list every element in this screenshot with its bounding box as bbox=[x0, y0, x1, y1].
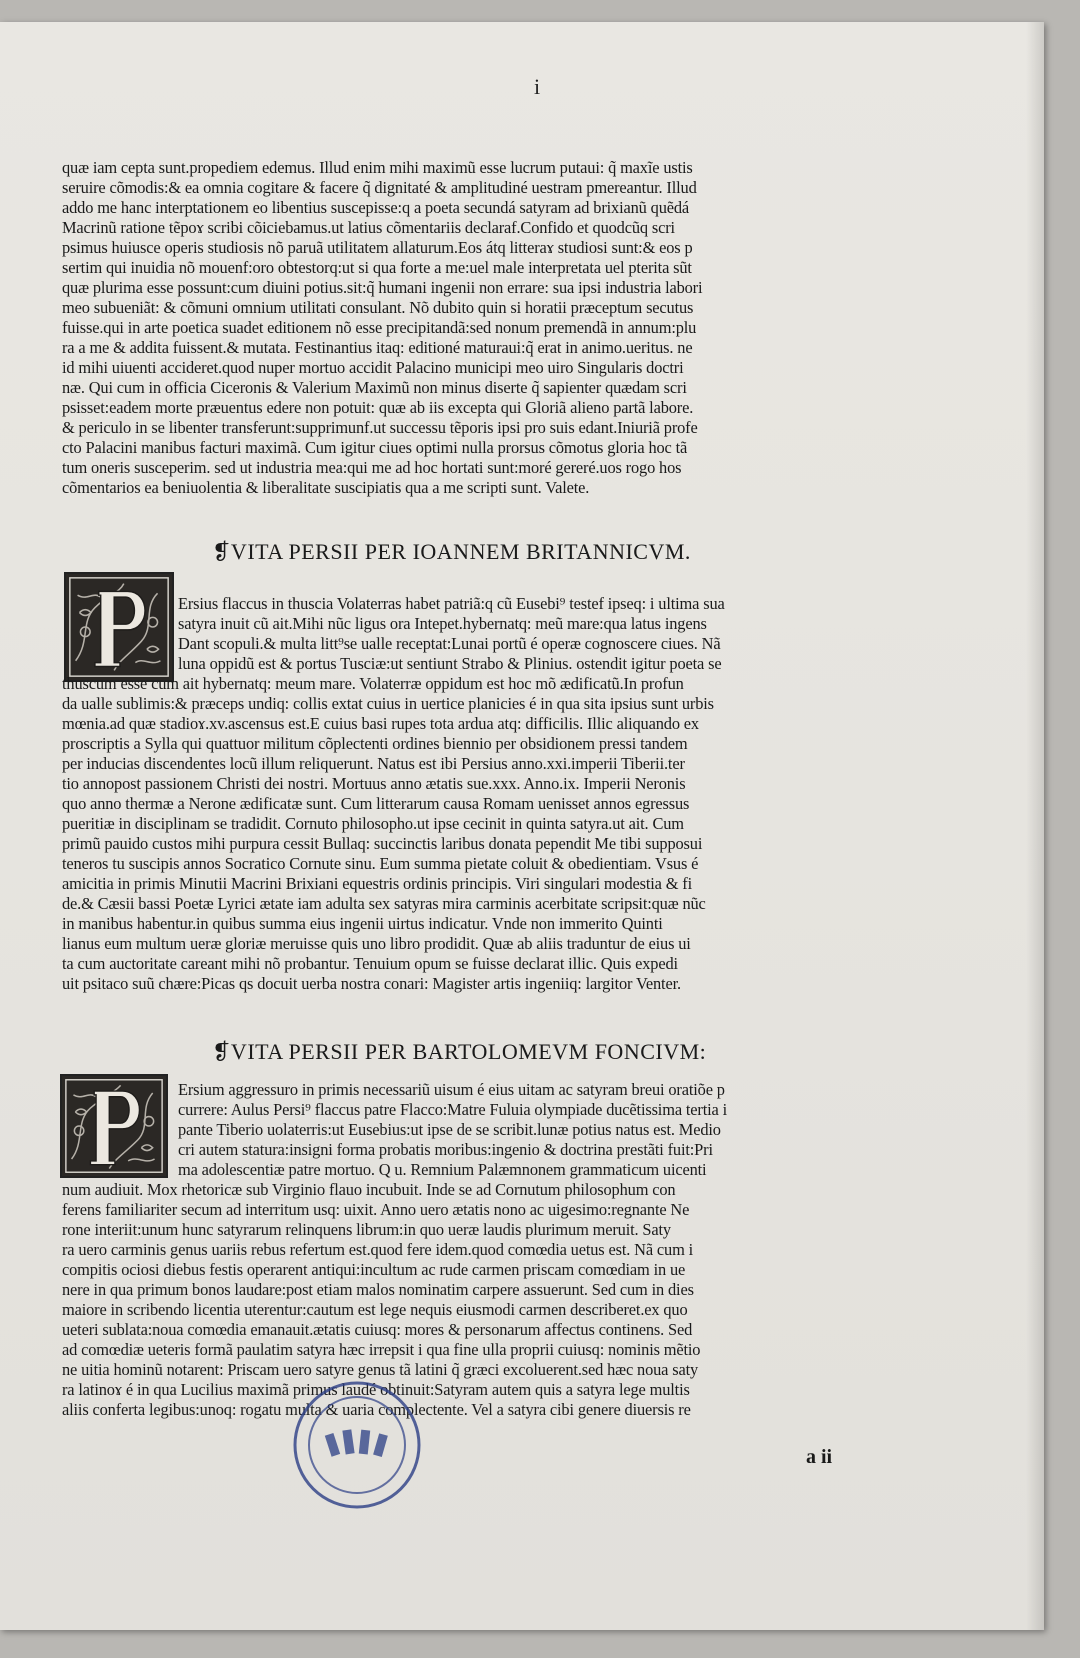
woodcut-initial-icon bbox=[66, 574, 172, 680]
vita-britannicus-line: per inducias discendentes locũ illum reliquerunt. Natus est ibi Persius anno.xxi.imperii Tiberii.ter bbox=[62, 754, 685, 773]
vita-britannicus-line: tio annopost passionem Christi dei nostri. Mortuus anno ætatis sue.xxx. Anno.ix. Imperii Neronis bbox=[62, 774, 686, 793]
preface-line: id mihi uiuenti accideret.quod nuper mortuo accidit Palacino municipi meo uiro Singularis doctri bbox=[62, 358, 684, 377]
preface-line: psimus huiusce operis studiosis nõ paruã utilitatem allaturum.Eos átq litteraɤ studiosi sunt:& eos p bbox=[62, 238, 693, 257]
preface-line: cõmentarios ea beniuolentia & liberalitate suscipiatis qua a me scripti sunt. Valete. bbox=[62, 478, 590, 497]
preface-line: tum oneris susceperim. sed ut industria mea:qui me ad hoc hortati sunt:moré gereré.uos rogo hos bbox=[62, 458, 682, 477]
vita-britannicus-line: lianus eum multum ueræ gloriæ meruisse quis uno libro prodidit. Quæ ab aliis traduntur de eius ui bbox=[62, 934, 691, 953]
vita-britannicus-line: de.& Cæsii bassi Poetæ Lyrici ætate iam adulta sex satyras mira carminis acerbitate scripsit:quæ nũc bbox=[62, 894, 706, 913]
vita-foncius-line: nere in qua primum bonos laudare:post etiam malos nominatim carpere assuerunt. Sed cum in dies bbox=[62, 1280, 694, 1299]
vita-britannicus-line: luna oppidũ est & portus Tusciæ:ut sentiunt Strabo & Plinius. ostendit igitur poeta se bbox=[178, 654, 722, 673]
vita-britannicus-line: primũ pauido custos mihi purpura cessit Bullaq: succinctis laribus donata pependit Me tibi supposui bbox=[62, 834, 703, 853]
preface-line: cto Palacini manibus facturi maximã. Cum igitur ciues optimi nulla prorsus cõmotus gloria hoc tã bbox=[62, 438, 688, 457]
vita-britannicus-line: teneros tu suscipis annos Socratico Cornute sinu. Eum summa pietate coluit & obedientiam. Vsus é bbox=[62, 854, 699, 873]
vita-britannicus-beside-initial bbox=[178, 594, 904, 674]
folio-mark: i bbox=[534, 74, 541, 99]
vita-britannicus-line: pueritiæ in disciplinam se tradidit. Cornuto philosopho.ut ipse cecinit in quinta satyra.ut ait. Cum bbox=[62, 814, 684, 833]
vita-foncius-text bbox=[62, 1180, 902, 1420]
vita-britannicus-line: Ersius flaccus in thuscia Volaterras habet patriã:q cũ Eusebi⁹ testef ipseq: i ultima sua bbox=[178, 594, 725, 613]
vita-foncius-beside-initial bbox=[178, 1080, 904, 1180]
vita-foncius-line: rone interiit:unum hunc satyrarum relinquens librum:in quo ueræ laudis plurimum meruit. Saty bbox=[62, 1220, 671, 1239]
vita-foncius-line: ferens familiariter secum ad interritum usq: uixit. Anno uero ætatis nono ac uigesimo:regnante Ne bbox=[62, 1200, 690, 1219]
preface-line: addo me hanc interptationem eo libentius suscepisse:q a poeta secundá satyram ad brixianũ quẽdá bbox=[62, 198, 690, 217]
vita-foncius-line: aliis conferta legibus:unoq: rogatu multa & uaria complectente. Vel a satyra cibi genere diuersis re bbox=[62, 1400, 691, 1419]
decorated-initial-p-icon bbox=[60, 1074, 168, 1178]
woodcut-initial-icon bbox=[62, 1076, 166, 1176]
vita-foncius-line: maiore in scribendo licentia uterentur:cautum est lege nequis eiusmodi carmen describeret.ex quo bbox=[62, 1300, 688, 1319]
preface-line: ra a me & addita fuissent.& mutata. Festinantius itaq: editioné maturaui:q̃ erat in animo.ueritus. ne bbox=[62, 338, 693, 357]
vita-britannicus-text bbox=[62, 674, 902, 994]
vita-britannicus-line: quo anno thermæ a Nerone ædificatæ sunt. Cum litterarum causa Romam uenisset annos egressus bbox=[62, 794, 690, 813]
vita-britannicus-line: in manibus habentur.in quibus summa eius ingenii uirtus indicatur. Vnde non immerito Quinti bbox=[62, 914, 663, 933]
vita-britannicus-line: amicitia in primis Minutii Macrini Brixiani equestris ordinis principis. Viri singulari modestia & fi bbox=[62, 874, 692, 893]
preface-line: quæ plurima esse possunt:cum diuini potius.sit:q̃ humani ingenii non errare: sua ipsi industria labori bbox=[62, 278, 703, 297]
vita-foncius-line: cri autem statura:insigni forma probatis moribus:ingenio & doctrina prestãti fuit:Pri bbox=[178, 1140, 713, 1159]
vita-britannicus-line: satyra inuit cũ ait.Mihi nũc ligus ora Intepet.hybernatq: meũ mare:qua latus ingens bbox=[178, 614, 707, 633]
signature-mark: a ii bbox=[806, 1446, 833, 1468]
library-stamp-icon bbox=[290, 1378, 424, 1512]
preface-line: meo subueniãt: & cõmuni omnium utilitati consulant. Nõ dubito quin si horatii præceptum secutus bbox=[62, 298, 694, 317]
vita-foncius-line: compitis ociosi diebus festis operarent antiqui:incultum ac rude carmen priscam comœdiam in ue bbox=[62, 1260, 686, 1279]
vita-foncius-line: ueteri sublata:noua comœdia emanauit.ætatis cuiusq: mores & personarum affectus continens. Sed bbox=[62, 1320, 693, 1339]
decorated-initial-p-icon bbox=[64, 572, 174, 682]
vita-britannicus-line: mœnia.ad quæ stadioɤ.xv.ascensus est.E cuius basi rupes tota ardua atq: difficilis. Illic aliquando ex bbox=[62, 714, 699, 733]
vita-britannicus-line: Dant scopuli.& multa litt⁹se ualle receptat:Lunai portũ é operæ cognoscere ciues. Nã bbox=[178, 634, 721, 653]
vita-foncius-line: pante Tiberio uolaterris:ut Eusebius:ut ipse de se scribit.lunæ potius natus est. Medio bbox=[178, 1120, 721, 1139]
preface-line: fuisse.qui in arte poetica suadet editionem nõ esse precipitandã:sed nonum premendã in annum:plu bbox=[62, 318, 697, 337]
preface-line: næ. Qui cum in officia Ciceronis & Valerium Maximũ non minus diserte q̃ sapienter quædam scri bbox=[62, 378, 687, 397]
vita-britannicus-line: thuscum esse cum ait hybernatq: meum mare. Volaterræ oppidum est hoc mõ ædificatũ.In profun bbox=[62, 674, 684, 693]
preface-text bbox=[62, 158, 902, 498]
vita-foncius-line: num audiuit. Mox rhetoricæ sub Virginio flauo incubuit. Inde se ad Cornutum philosophum con bbox=[62, 1180, 676, 1199]
vita-foncius-line: ad comœdiæ ueteris formã paulatim satyra hæc irrepsit i qua fine ulla proprii cuiusq: nominis mẽtio bbox=[62, 1340, 701, 1359]
vita-britannicus-line: da ualle sublimis:& præceps undiq: collis extat cuius in uertice planicies é in qua sita ipsius sunt urbis bbox=[62, 694, 714, 713]
vita-britannicus-line: uit psitaco suũ chære:Picas qs docuit uerba nostra conari: Magister artis ingeniiq: largitor Venter. bbox=[62, 974, 681, 993]
vita-foncius-line: currere: Aulus Persi⁹ flaccus patre Flacco:Matre Fuluia olympiade ducẽtissima tertia i bbox=[178, 1100, 728, 1119]
vita-foncius-line: Ersium aggressuro in primis necessariũ uisum é eius uitam ac satyram breui oratiõe p bbox=[178, 1080, 725, 1099]
section-heading-britannicus: ❡VITA PERSII PER IOANNEM BRITANNICVM. bbox=[212, 539, 691, 564]
vita-foncius-line: ra latinoɤ é in qua Lucilius maximã primus laudé obtinuit:Satyram autem quis a satyra lege multis bbox=[62, 1380, 690, 1399]
preface-line: seruire cõmodis:& ea omnia cogitare & facere q̃ dignitaté & amplitudiné uestram pmereantur. Illud bbox=[62, 178, 697, 197]
preface-line: sertim qui inuidia nõ mouenf:oro obtestorq:ut si qua forte a me:uel male interpretata uel pterita sũt bbox=[62, 258, 692, 277]
preface-line: quæ iam cepta sunt.propediem edemus. Illud enim mihi maximũ esse lucrum putaui: q̃ maxĩe ustis bbox=[62, 158, 693, 177]
vita-foncius-line: ma adolescentiæ patre mortuo. Q u. Remnium Palæmnonem grammaticum uicenti bbox=[178, 1160, 707, 1179]
preface-line: psisset:eadem morte præuentus edere non potuit: quæ ab iis excepta qui Gloriã alieno partã labore. bbox=[62, 398, 694, 417]
page-edge-shadow bbox=[1026, 22, 1044, 1630]
vita-britannicus-line: proscriptis a Sylla qui quattuor militum cõplectenti ordines biennio per obsidionem pressi tandem bbox=[62, 734, 688, 753]
vita-britannicus-line: ta cum auctoritate careant mihi nõ probantur. Tenuium opum se fuisse declarat illic. Quis expedi bbox=[62, 954, 678, 973]
section-heading-foncius: ❡VITA PERSII PER BARTOLOMEVM FONCIVM: bbox=[212, 1039, 707, 1064]
vita-foncius-line: ra uero carminis genus uariis rebus refertum est.quod fere idem.quod comœdia uetus est. Nã cum i bbox=[62, 1240, 694, 1259]
preface-line: Macrinũ ratione tẽpoɤ scribi cõiciebamus.ut latius cõmentariis declaraf.Confido et quodcũq scri bbox=[62, 218, 675, 237]
vita-foncius-line: ne uitia hominũ notarent: Priscam uero satyre genus tã latini q̃ græci excoluerent.sed hæc noua saty bbox=[62, 1360, 699, 1379]
book-page bbox=[0, 22, 1044, 1630]
preface-line: & periculo in se libenter transferunt:supprimunf.ut successu tẽporis ipsi pro suis edant.Iniuriã profe bbox=[62, 418, 698, 437]
